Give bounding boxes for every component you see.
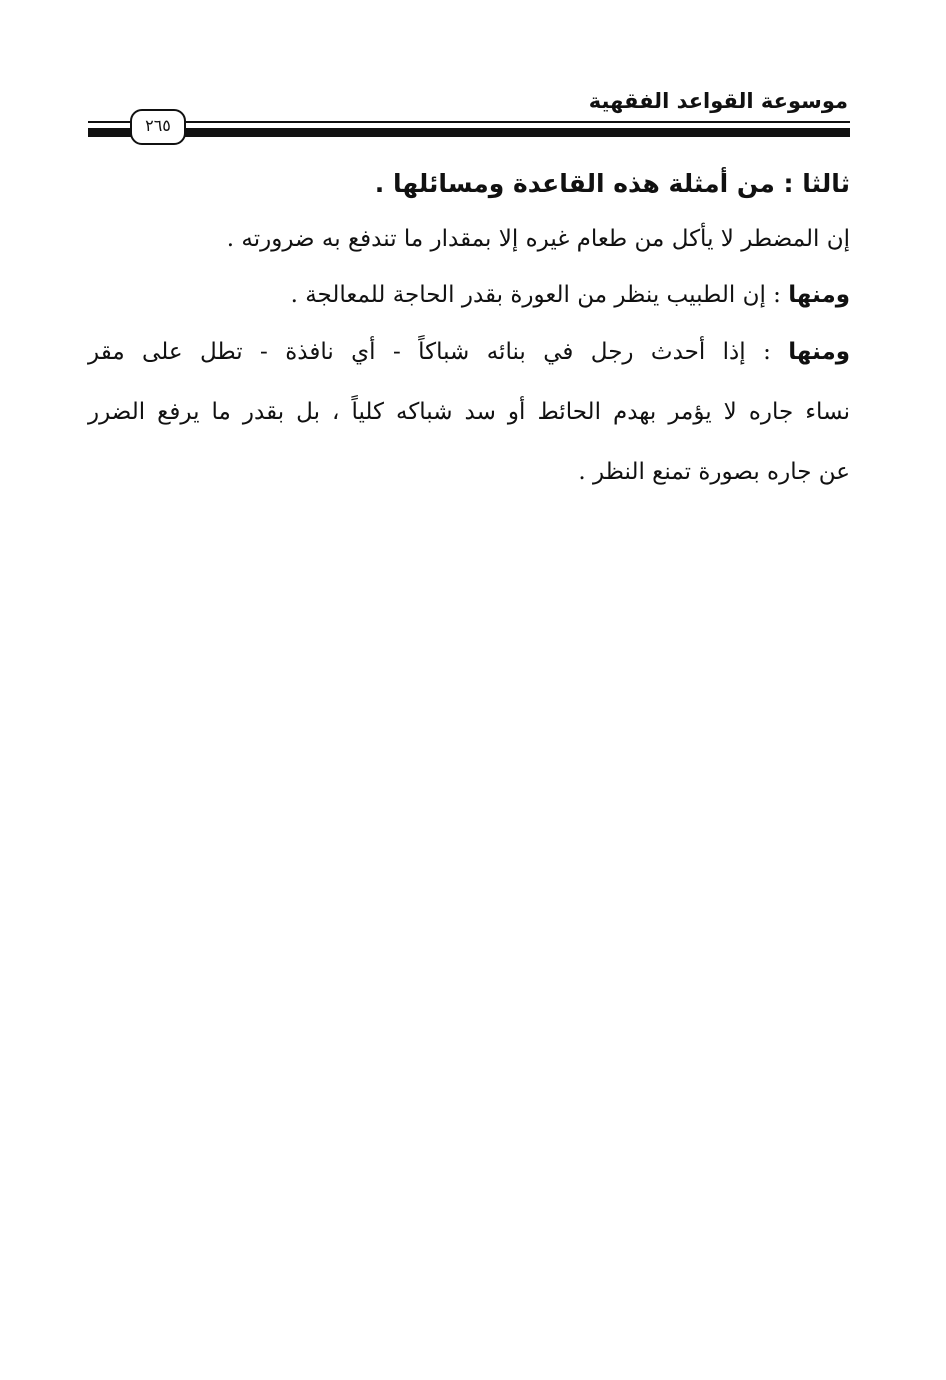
- example-text: : إن الطبيب ينظر من العورة بقدر الحاجة للمعالجة .: [290, 282, 789, 308]
- paragraph-line: نساء جاره لا يؤمر بهدم الحائط أو سد شباكه كلياً ، بل بقدر ما يرفع الضرر: [88, 399, 850, 425]
- example-lead-word: ومنها: [788, 339, 850, 365]
- example-text: : إذا أحدث رجل في بنائه شباكاً - أي نافذة - تطل على مقر: [88, 339, 789, 365]
- paragraph-line: إن المضطر لا يأكل من طعام غيره إلا بمقدار ما تندفع به ضرورته .: [226, 226, 850, 252]
- example-lead-word: ومنها: [788, 282, 850, 308]
- example-line: [88, 335, 850, 369]
- section-heading: ثالثا : من أمثلة هذه القاعدة ومسائلها .: [374, 169, 850, 198]
- paragraph-line: عن جاره بصورة تمنع النظر .: [578, 459, 850, 485]
- running-header-title: موسوعة القواعد الفقهية: [588, 89, 848, 113]
- page-number: ٢٦٥: [130, 109, 186, 145]
- header-thick-rule: [88, 128, 850, 137]
- header-thin-rule: [88, 121, 850, 123]
- example-line: [291, 278, 850, 312]
